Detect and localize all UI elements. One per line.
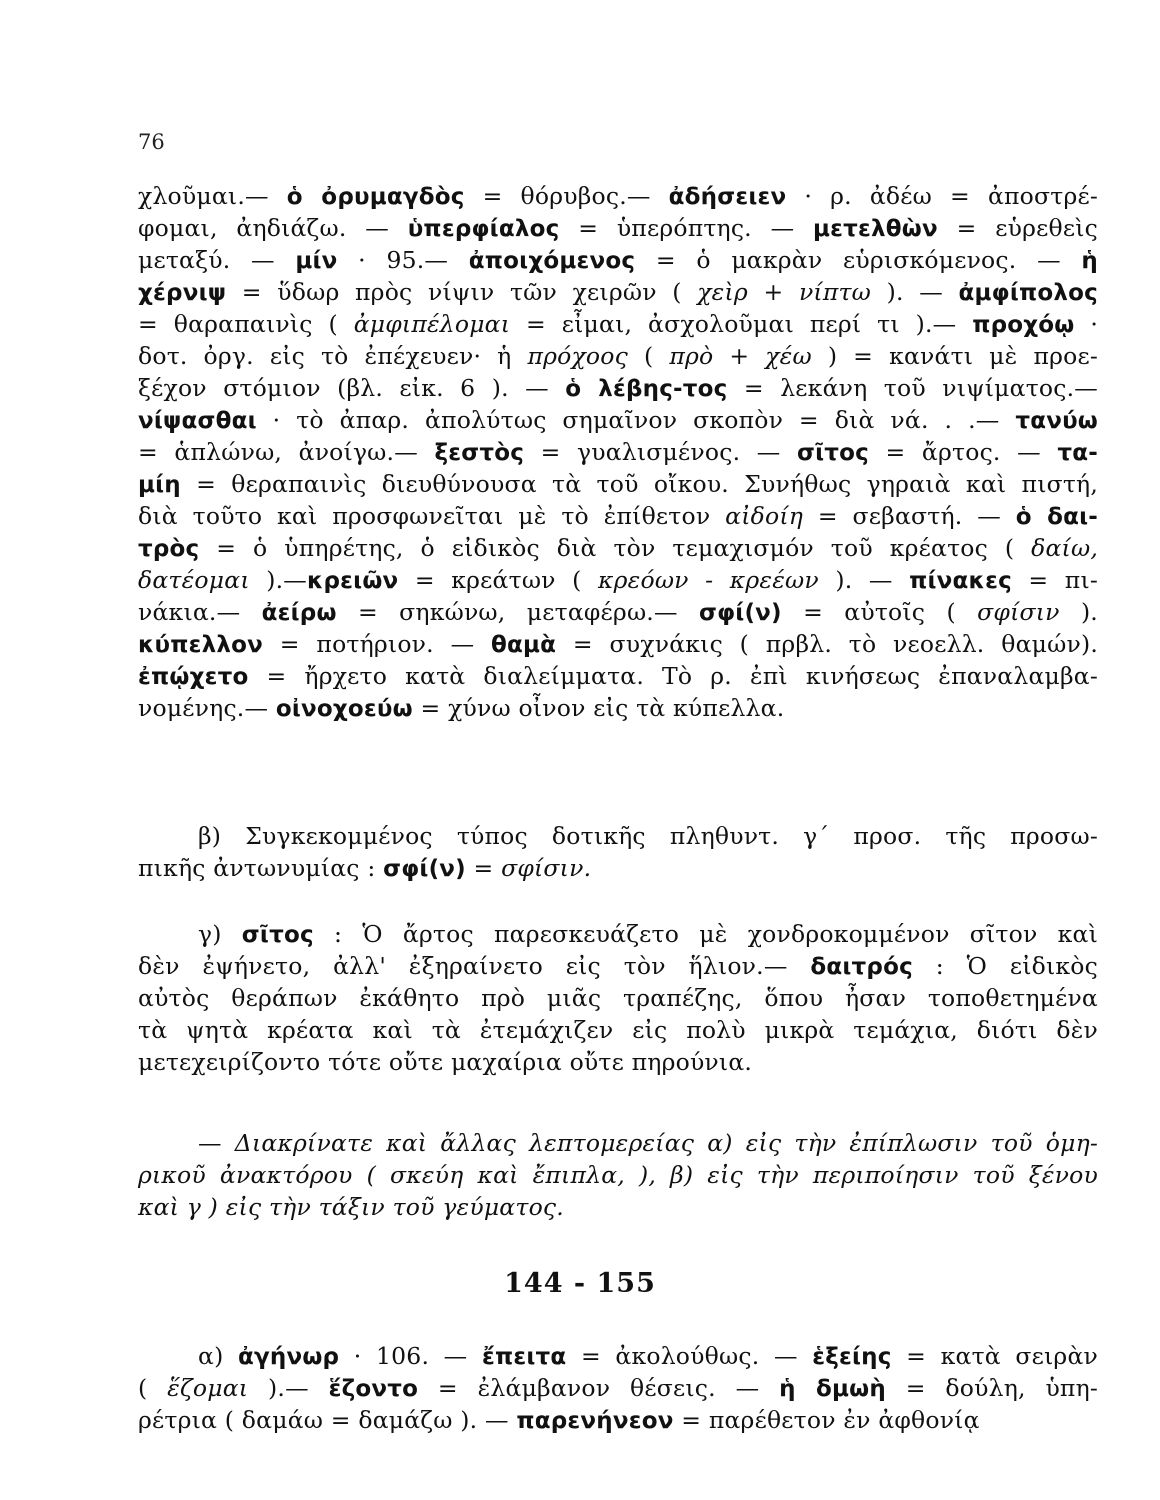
gloss-text: ( [138, 1374, 168, 1402]
gloss-text: = θόρυβος.— [464, 182, 669, 210]
headword: ἡ [1081, 248, 1098, 274]
italic-term: δαίω, [1031, 534, 1098, 562]
gloss-text: ( [627, 342, 670, 370]
gloss-text: = ἤρχετο κατὰ διαλείμματα. Τὸ ρ. ἐπὶ κινήσεως ἐπαναλαμβα- [248, 662, 1098, 690]
gloss-text: = εἶμαι, ἀσχολοῦμαι περί τι ).— [510, 310, 973, 338]
para-exercise-line [138, 1191, 1098, 1223]
gloss-text: = ποτήριον. — [263, 630, 492, 658]
gloss-text: φομαι, ἀηδιάζω. — [138, 214, 408, 242]
glossary-line [138, 596, 1098, 628]
gloss-text: = πι- [1011, 566, 1098, 594]
headword: ὁ λέβης-τος [565, 376, 728, 402]
glossary-line [138, 532, 1098, 564]
headword: σφί(ν) [699, 600, 782, 626]
gloss-text: = ἁπλώνω, ἀνοίγω.— [138, 438, 435, 466]
italic-term: ἕζομαι [167, 1374, 249, 1402]
gloss-text: ρέτρια ( δαμάω = δαμάζω ). — [138, 1406, 517, 1434]
gloss-text: = ὑπερόπτης. — [559, 214, 814, 242]
headword: κρειῶν [306, 568, 399, 594]
gloss-text: · ρ. ἀδέω = ἀποστρέ- [786, 182, 1098, 210]
para-exercise-line [138, 1127, 1098, 1159]
section-alpha-line [138, 1340, 1098, 1372]
gloss-text: = γυαλισμένος. — [524, 438, 797, 466]
gloss-text: = κρεάτων ( [398, 566, 599, 594]
headword: τα- [1057, 440, 1098, 466]
para-gamma-line [138, 1046, 1098, 1078]
headword: ξεστὸς [434, 440, 525, 466]
headword: σῖτος [241, 922, 314, 948]
italic-term: κρεόων - κρεέων [598, 566, 819, 594]
italic-term: σφίσιν. [501, 854, 592, 882]
para-exercise-line [138, 1159, 1098, 1191]
headword: σῖτος [797, 440, 869, 466]
para-gamma-line [138, 918, 1098, 950]
italic-term: καὶ γ ) εἰς τὴν τάξιν τοῦ γεύματος. [138, 1193, 564, 1221]
italic-term: αἰδοίη [725, 502, 804, 530]
headword: δαιτρός [810, 954, 913, 980]
italic-term: χεὶρ + νίπτω [697, 278, 872, 306]
gloss-text: = ὁ μακρὰν εὑρισκόμενος. — [635, 246, 1082, 274]
para-gamma-line [138, 950, 1098, 982]
headword: ἔπειτα [481, 1344, 567, 1370]
headword: ἀδήσειεν [668, 184, 787, 210]
section-alpha-line [138, 1404, 1098, 1436]
gloss-text: = χύνω οἶνον εἰς τὰ κύπελλα. [412, 694, 785, 722]
glossary-line [138, 404, 1098, 436]
section-alpha-paragraph [138, 1340, 1098, 1436]
gloss-text: = εὑρεθεὶς [937, 214, 1098, 242]
gloss-text: · [1074, 310, 1099, 338]
glossary-line [138, 436, 1098, 468]
italic-term: δατέομαι [138, 566, 250, 594]
para-beta-line [138, 852, 1098, 884]
glossary-line [138, 372, 1098, 404]
gloss-text: αὐτὸς θεράπων ἐκάθητο πρὸ μιᾶς τραπέζης, ὅπου ἦσαν τοποθετημένα [138, 984, 1098, 1012]
gloss-text: ).— [249, 566, 307, 594]
glossary-line [138, 308, 1098, 340]
gloss-text: = σεβαστή. — [803, 502, 1016, 530]
glossary-line [138, 564, 1098, 596]
headword: ἑξείης [812, 1344, 892, 1370]
gloss-text: = αὐτοῖς ( [781, 598, 978, 626]
italic-term: ρικοῦ ἀνακτόρου ( σκεύη καὶ ἔπιπλα, ), β) εἰς τὴν περιποίησιν τοῦ ξένου [138, 1161, 1098, 1189]
gloss-text: = δούλη, ὑπη- [885, 1374, 1099, 1402]
headword: ἀμφίπολος [958, 280, 1098, 306]
para-beta-line [138, 820, 1098, 852]
gloss-text: : Ὁ εἰδικὸς [912, 952, 1098, 980]
note-beta-paragraph [138, 820, 1098, 884]
glossary-line [138, 468, 1098, 500]
gloss-text: ).— [248, 1374, 329, 1402]
headword: νίψασθαι [138, 408, 257, 434]
gloss-text: γ) [198, 920, 242, 948]
headword: μίν [295, 248, 338, 274]
glossary-line [138, 692, 1098, 724]
headword: θαμὰ [491, 632, 557, 658]
note-gamma-paragraph [138, 918, 1098, 1078]
gloss-text: β) Συγκεκομμένος τύπος δοτικῆς πληθυντ. γ΄ προσ. τῆς προσω- [198, 822, 1098, 850]
gloss-text: ). [1059, 598, 1098, 626]
glossary-line [138, 628, 1098, 660]
gloss-text: · 95.— [337, 246, 469, 274]
gloss-text: χλοῦμαι.— [138, 182, 287, 210]
gloss-text: μετεχειρίζοντο τότε οὔτε μαχαίρια οὔτε πηρούνια. [138, 1048, 753, 1076]
section-alpha-line [138, 1372, 1098, 1404]
headword: οἰνοχοεύω [275, 696, 413, 722]
gloss-text: = ἐλάμβανον θέσεις. — [418, 1374, 780, 1402]
gloss-text: δοτ. ὀργ. εἰς τὸ ἐπέχευεν· ἡ [138, 342, 528, 370]
headword: μίη [138, 472, 181, 498]
headword: ἡ δμωὴ [779, 1376, 886, 1402]
headword: προχόῳ [972, 312, 1075, 338]
gloss-text: = λεκάνη τοῦ νιψίματος.— [727, 374, 1099, 402]
gloss-text: πικῆς ἀντωνυμίας : [138, 854, 384, 882]
gloss-text: ) = κανάτι μὲ προε- [811, 342, 1098, 370]
gloss-text: = ὁ ὑπηρέτης, ὁ εἰδικὸς διὰ τὸν τεμαχισμόν τοῦ κρέατος ( [199, 534, 1032, 562]
headword: ὑπερφίαλος [407, 216, 560, 242]
gloss-text: μεταξύ. — [138, 246, 296, 274]
gloss-text: νομένης.— [138, 694, 276, 722]
gloss-text: διὰ τοῦτο καὶ προσφωνεῖται μὲ τὸ ἐπίθετον [138, 502, 726, 530]
gloss-text: ξέχον στόμιον (βλ. εἰκ. 6 ). — [138, 374, 566, 402]
headword: ἀείρω [261, 600, 337, 626]
italic-term: Διακρίνατε καὶ ἄλλας λεπτομερείας α) εἰς τὴν ἐπίπλωσιν τοῦ ὁμη- [234, 1129, 1098, 1157]
gloss-text: = ἄρτος. — [869, 438, 1058, 466]
gloss-text: = σηκώνω, μεταφέρω.— [336, 598, 699, 626]
glossary-paragraph [138, 180, 1098, 724]
gloss-text: = ἀκολούθως. — [566, 1342, 813, 1370]
headword: παρενήνεον [516, 1408, 674, 1434]
glossary-line [138, 212, 1098, 244]
gloss-text: = ὕδωρ πρὸς νίψιν τῶν χειρῶν ( [226, 278, 698, 306]
headword: σφί(ν) [383, 856, 466, 882]
gloss-text: = [465, 854, 502, 882]
headword: τανύω [1015, 408, 1098, 434]
italic-term: — [198, 1129, 235, 1157]
headword: πίνακες [909, 568, 1012, 594]
gloss-text: α) [198, 1342, 239, 1370]
glossary-line [138, 244, 1098, 276]
gloss-text: δὲν ἐψήνετο, ἀλλ' ἐξηραίνετο εἰς τὸν ἥλιον.— [138, 952, 811, 980]
italic-term: πρὸ + χέω [669, 342, 812, 370]
headword: κύπελλον [138, 632, 264, 658]
gloss-text: = συχνάκις ( πρβλ. τὸ νεοελλ. θαμών). [556, 630, 1099, 658]
glossary-line [138, 660, 1098, 692]
headword: ἕζοντο [328, 1376, 419, 1402]
headword: τρὸς [138, 536, 200, 562]
headword: ἀγήνωρ [238, 1344, 340, 1370]
gloss-text: = κατὰ σειρὰν [891, 1342, 1099, 1370]
headword: ὁ ὀρυμαγδὸς [286, 184, 465, 210]
gloss-text: : Ὁ ἄρτος παρεσκευάζετο μὲ χονδροκομμένον σῖτον καὶ [313, 920, 1098, 948]
headword: ὁ δαι- [1015, 504, 1098, 530]
para-gamma-line [138, 982, 1098, 1014]
glossary-line [138, 276, 1098, 308]
gloss-text: = θεραπαινὶς διευθύνουσα τὰ τοῦ οἴκου. Συνήθως γηραιὰ καὶ πιστή, [180, 470, 1098, 498]
gloss-text: ). — [818, 566, 910, 594]
gloss-text: νάκια.— [138, 598, 262, 626]
glossary-line [138, 340, 1098, 372]
italic-term: σφίσιν [977, 598, 1060, 626]
glossary-line [138, 180, 1098, 212]
italic-term: ἀμφιπέλομαι [353, 310, 511, 338]
section-heading: 144 - 155 [504, 1268, 656, 1299]
headword: χέρνιψ [138, 280, 227, 306]
gloss-text: = θαραπαινὶς ( [138, 310, 354, 338]
headword: ἐπῴχετο [138, 664, 249, 690]
gloss-text: · τὸ ἀπαρ. ἀπολύτως σημαῖνον σκοπὸν = διὰ νά. . .— [256, 406, 1016, 434]
gloss-text: = παρέθετον ἐν ἀφθονίᾳ [673, 1406, 980, 1434]
exercise-paragraph [138, 1127, 1098, 1223]
headword: ἀποιχόμενος [468, 248, 636, 274]
glossary-line [138, 500, 1098, 532]
para-gamma-line [138, 1014, 1098, 1046]
page-number: 76 [138, 130, 165, 154]
gloss-text: · 106. — [339, 1342, 482, 1370]
italic-term: πρόχοος [527, 342, 628, 370]
gloss-text: ). — [871, 278, 959, 306]
gloss-text: τὰ ψητὰ κρέατα καὶ τὰ ἐτεμάχιζεν εἰς πολὺ μικρὰ τεμάχια, διότι δὲν [138, 1016, 1098, 1044]
headword: μετελθὼν [813, 216, 938, 242]
